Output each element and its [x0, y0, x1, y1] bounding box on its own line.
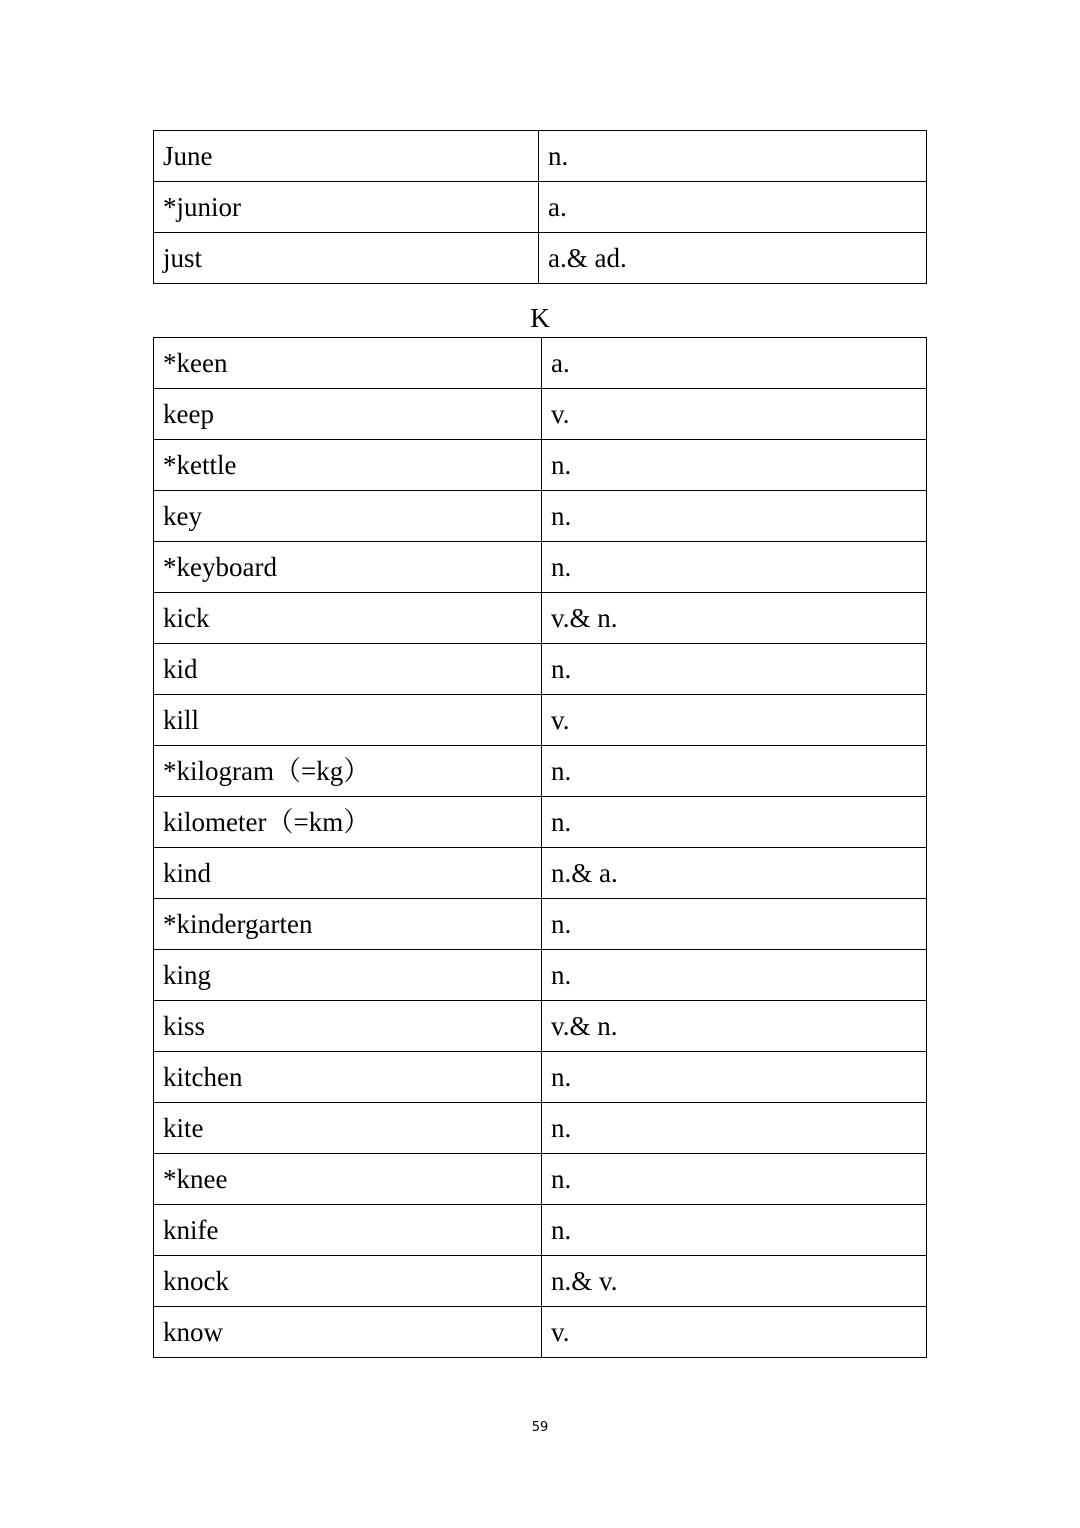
word-cell: just — [154, 233, 539, 284]
part-of-speech-cell: a.& ad. — [539, 233, 927, 284]
table-row — [154, 1103, 927, 1154]
table-row — [154, 695, 927, 746]
word-cell: June — [154, 131, 539, 182]
table-row — [154, 542, 927, 593]
word-cell: kite — [154, 1103, 542, 1154]
table-row — [154, 797, 927, 848]
part-of-speech-cell: n.& a. — [542, 848, 927, 899]
table-row — [154, 1052, 927, 1103]
page-number: 59 — [531, 1420, 549, 1435]
table-row — [154, 746, 927, 797]
word-cell: *kilogram（=kg） — [154, 746, 542, 797]
table-row — [154, 338, 927, 389]
word-cell: kill — [154, 695, 542, 746]
table-row — [154, 131, 927, 182]
table-row — [154, 1307, 927, 1358]
part-of-speech-cell: n. — [542, 491, 927, 542]
table-row — [154, 899, 927, 950]
part-of-speech-cell: n. — [542, 950, 927, 1001]
part-of-speech-cell: n. — [542, 440, 927, 491]
part-of-speech-cell: n. — [542, 797, 927, 848]
table-row — [154, 233, 927, 284]
word-cell: know — [154, 1307, 542, 1358]
word-cell: kid — [154, 644, 542, 695]
word-cell: keep — [154, 389, 542, 440]
word-cell: *knee — [154, 1154, 542, 1205]
part-of-speech-cell: n. — [542, 1052, 927, 1103]
word-cell: kiss — [154, 1001, 542, 1052]
word-cell: key — [154, 491, 542, 542]
part-of-speech-cell: v.& n. — [542, 1001, 927, 1052]
table-row — [154, 1205, 927, 1256]
part-of-speech-cell: n. — [542, 1154, 927, 1205]
table-row — [154, 182, 927, 233]
word-cell: *kettle — [154, 440, 542, 491]
part-of-speech-cell: n. — [542, 644, 927, 695]
part-of-speech-cell: n. — [542, 899, 927, 950]
word-cell: *kindergarten — [154, 899, 542, 950]
word-cell: *junior — [154, 182, 539, 233]
word-cell: kilometer（=km） — [154, 797, 542, 848]
part-of-speech-cell: n.& v. — [542, 1256, 927, 1307]
table-row — [154, 950, 927, 1001]
table-row — [154, 491, 927, 542]
table-row — [154, 1154, 927, 1205]
part-of-speech-cell: n. — [542, 746, 927, 797]
table-row — [154, 848, 927, 899]
part-of-speech-cell: n. — [542, 1103, 927, 1154]
word-cell: knife — [154, 1205, 542, 1256]
word-cell: king — [154, 950, 542, 1001]
part-of-speech-cell: a. — [539, 182, 927, 233]
word-cell: kitchen — [154, 1052, 542, 1103]
section-heading-k: K — [530, 303, 550, 333]
word-cell: knock — [154, 1256, 542, 1307]
word-cell: *keen — [154, 338, 542, 389]
part-of-speech-cell: v. — [542, 389, 927, 440]
part-of-speech-cell: v.& n. — [542, 593, 927, 644]
word-cell: kind — [154, 848, 542, 899]
vocabulary-table-k — [153, 337, 927, 1358]
table-row — [154, 644, 927, 695]
part-of-speech-cell: n. — [542, 542, 927, 593]
part-of-speech-cell: n. — [539, 131, 927, 182]
part-of-speech-cell: n. — [542, 1205, 927, 1256]
part-of-speech-cell: v. — [542, 695, 927, 746]
vocabulary-table-j — [153, 130, 927, 284]
table-row — [154, 1001, 927, 1052]
table-row — [154, 440, 927, 491]
table-row — [154, 593, 927, 644]
part-of-speech-cell: v. — [542, 1307, 927, 1358]
part-of-speech-cell: a. — [542, 338, 927, 389]
table-row — [154, 389, 927, 440]
table-row — [154, 1256, 927, 1307]
word-cell: *keyboard — [154, 542, 542, 593]
word-cell: kick — [154, 593, 542, 644]
